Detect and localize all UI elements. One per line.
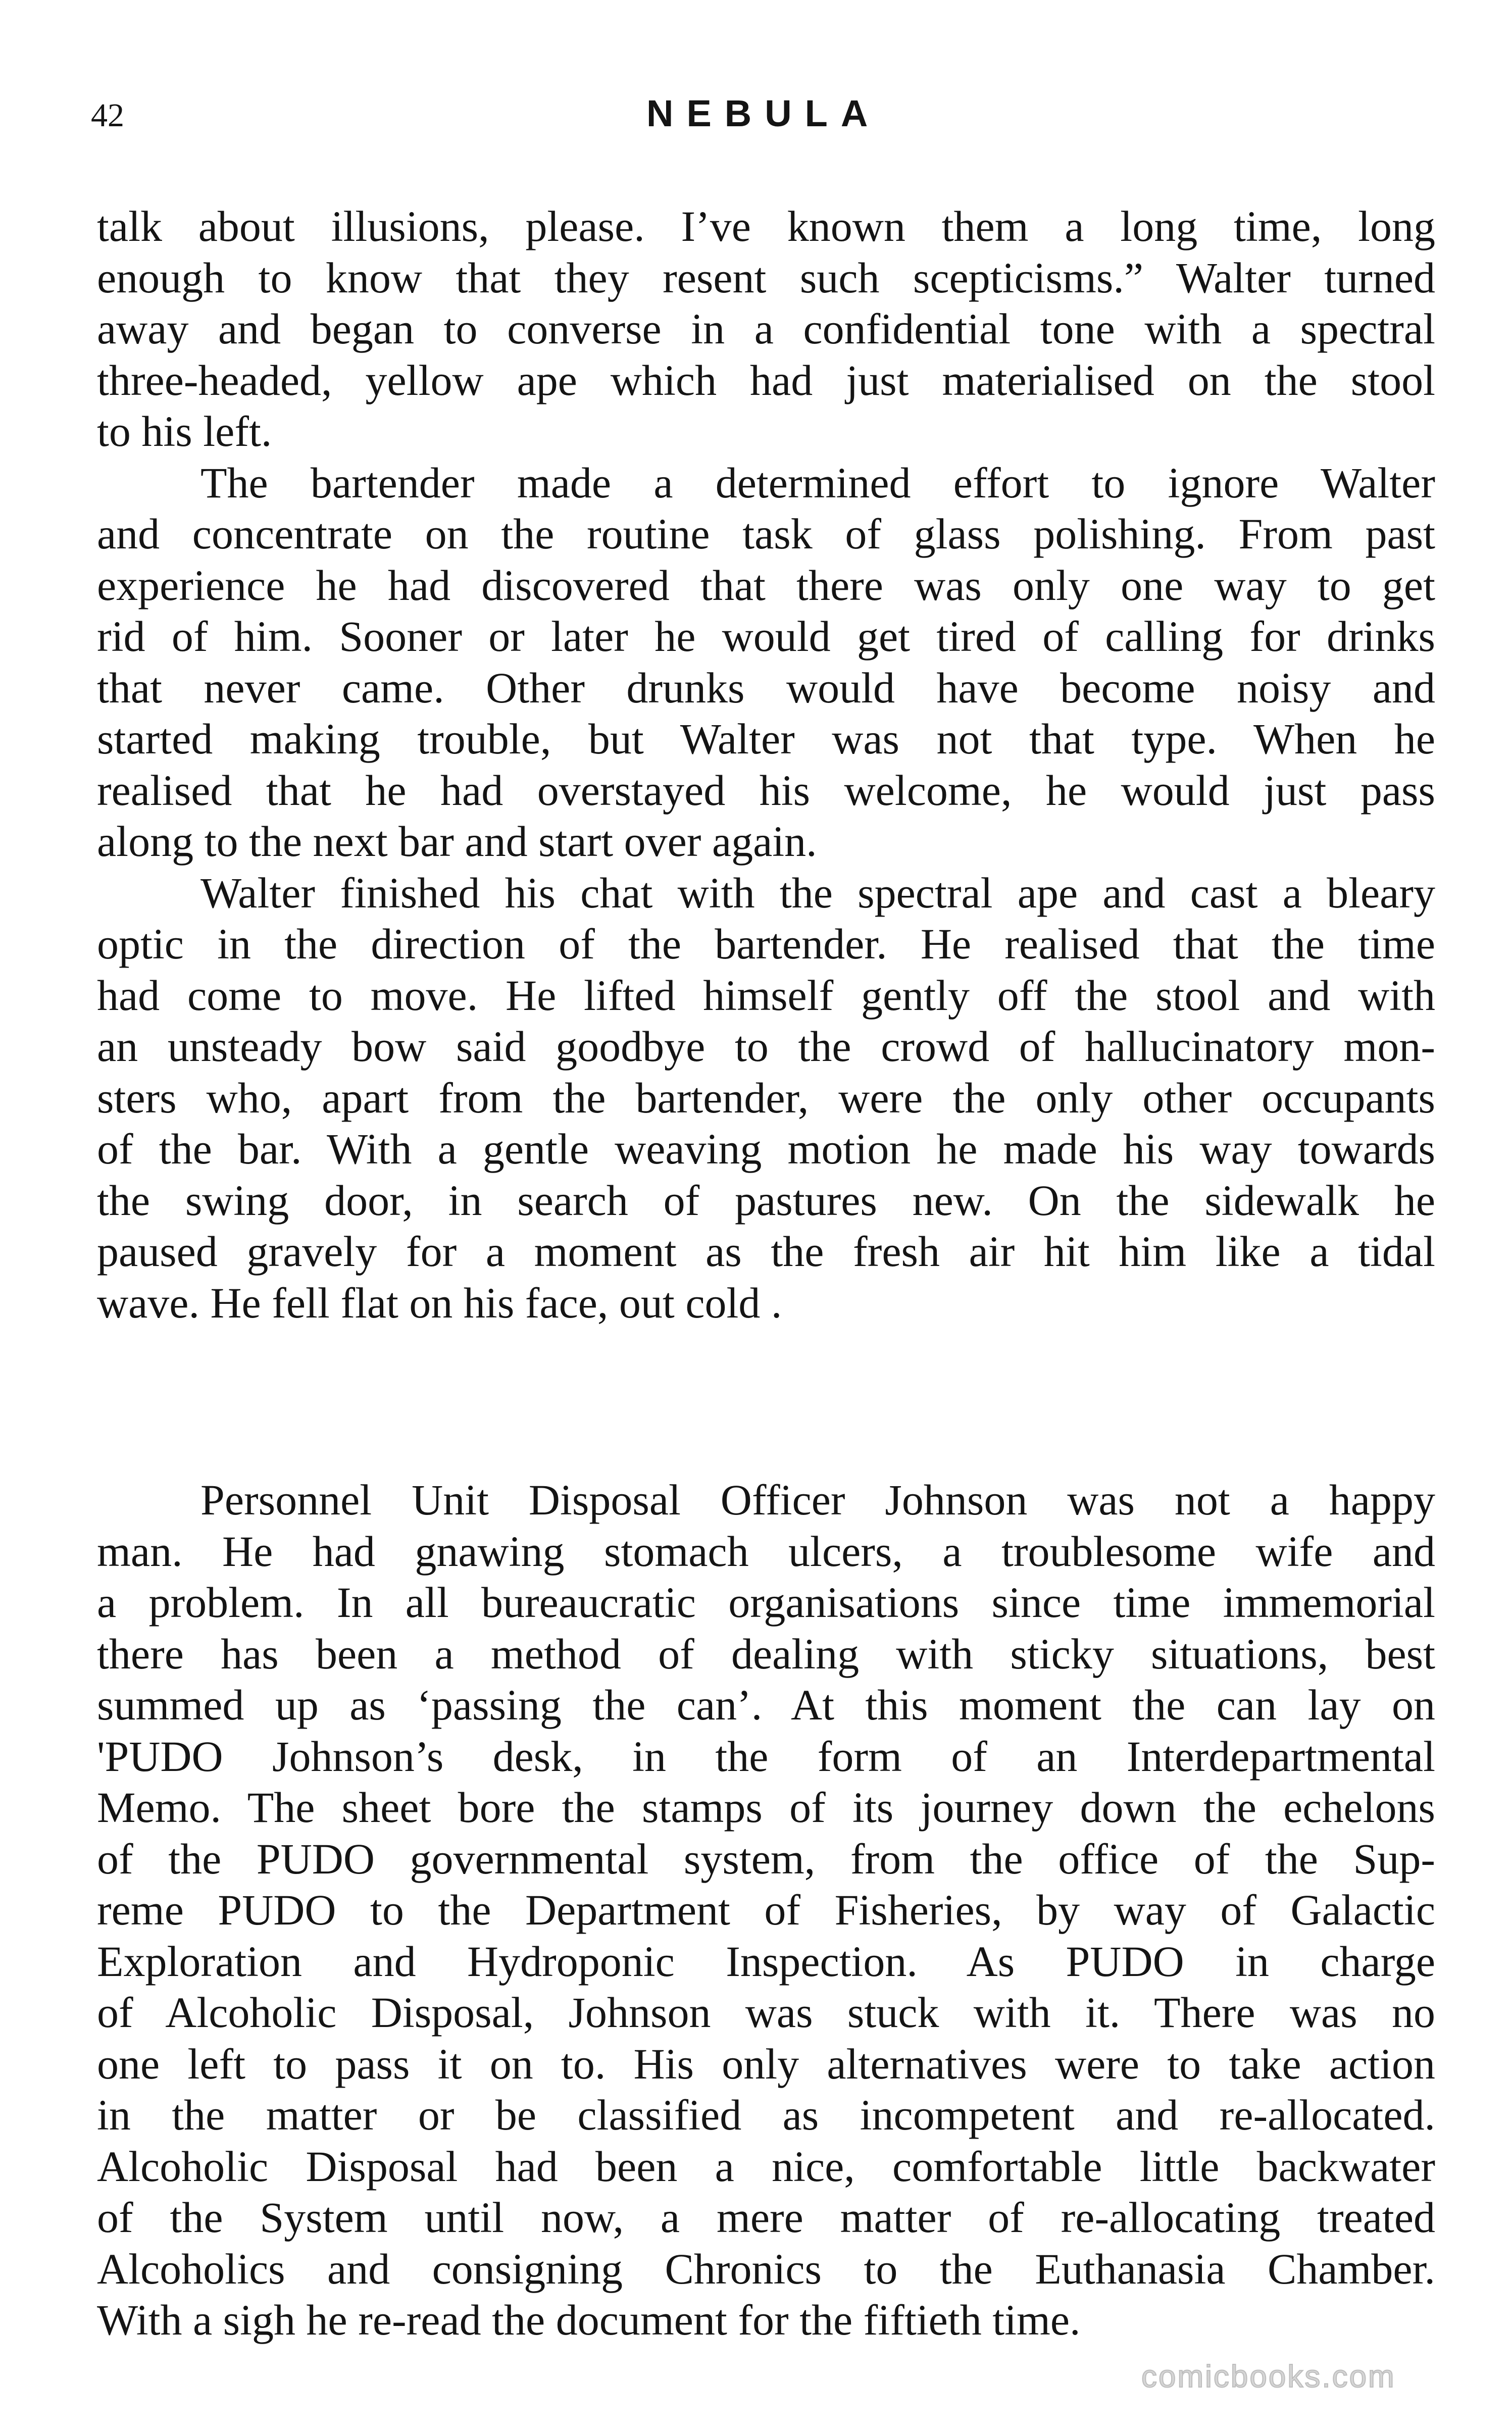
- paragraph-start-line: Walter finished his chat with the spectral ape and cast a bleary: [200, 868, 1435, 917]
- text-line: an unsteady bow said goodbye to the crowd of hallucinatory mon-: [97, 1022, 1435, 1071]
- text-line: and concentrate on the routine task of glass polishing. From past: [97, 510, 1435, 558]
- text-line: sters who, apart from the bartender, were the only other occupants: [97, 1073, 1435, 1122]
- text-line: rid of him. Sooner or later he would get tired of calling for drinks: [97, 612, 1435, 661]
- page-number: 42: [91, 97, 124, 134]
- text-line: three-headed, yellow ape which had just materialised on the stool: [97, 356, 1435, 404]
- text-line: optic in the direction of the bartender. He realised that the time: [97, 920, 1435, 968]
- text-line: experience he had discovered that there was only one way to get: [97, 561, 1435, 610]
- text-line: the swing door, in search of pastures new. On the sidewalk he: [97, 1176, 1435, 1225]
- text-line: had come to move. He lifted himself gently off the stool and with: [97, 971, 1435, 1020]
- text-line: along to the next bar and start over again.: [97, 817, 817, 866]
- text-line: that never came. Other drunks would have become noisy and: [97, 663, 1435, 712]
- text-line: of Alcoholic Disposal, Johnson was stuck with it. There was no: [97, 1988, 1435, 2037]
- text-line: Memo. The sheet bore the stamps of its journey down the echelons: [97, 1783, 1435, 1832]
- text-line: Exploration and Hydroponic Inspection. As PUDO in charge: [97, 1937, 1435, 1986]
- paragraph-start-line: Personnel Unit Disposal Officer Johnson was not a happy: [200, 1476, 1435, 1524]
- text-line: one left to pass it on to. His only alternatives were to take action: [97, 2039, 1435, 2088]
- text-line: of the PUDO governmental system, from the office of the Sup-: [97, 1834, 1435, 1883]
- paragraph-start-line: The bartender made a determined effort to ignore Walter: [200, 458, 1435, 507]
- text-line: of the bar. With a gentle weaving motion he made his way towards: [97, 1125, 1435, 1173]
- text-line: talk about illusions, please. I’ve known them a long time, long: [97, 202, 1435, 250]
- text-line: of the System until now, a mere matter of re-allocating treated: [97, 2193, 1435, 2242]
- text-line: realised that he had overstayed his welcome, he would just pass: [97, 766, 1435, 815]
- site-watermark: comicbooks.com: [1141, 2359, 1396, 2394]
- text-line: enough to know that they resent such scepticisms.” Walter turned: [97, 253, 1435, 302]
- text-line: started making trouble, but Walter was not that type. When he: [97, 715, 1435, 763]
- text-section-1: [97, 201, 1435, 1329]
- text-section-2: [97, 1475, 1435, 2346]
- running-title: NEBULA: [646, 92, 881, 134]
- text-line: paused gravely for a moment as the fresh air hit him like a tidal: [97, 1227, 1435, 1276]
- text-line: With a sigh he re-read the document for the fiftieth time.: [97, 2296, 1081, 2344]
- text-line: in the matter or be classified as incompetent and re-allocated.: [97, 2091, 1435, 2139]
- text-line: 'PUDO Johnson’s desk, in the form of an Interdepartmental: [97, 1732, 1435, 1781]
- text-line: there has been a method of dealing with sticky situations, best: [97, 1629, 1435, 1678]
- text-line: a problem. In all bureaucratic organisations since time immemorial: [97, 1578, 1435, 1627]
- text-line: summed up as ‘passing the can’. At this moment the can lay on: [97, 1681, 1435, 1729]
- text-line: Alcoholic Disposal had been a nice, comfortable little backwater: [97, 2142, 1435, 2191]
- text-line: Alcoholics and consigning Chronics to the Euthanasia Chamber.: [97, 2244, 1435, 2293]
- text-line: away and began to converse in a confidential tone with a spectral: [97, 305, 1435, 353]
- text-line: wave. He fell flat on his face, out cold .: [97, 1278, 782, 1327]
- text-line: reme PUDO to the Department of Fisheries, by way of Galactic: [97, 1886, 1435, 1934]
- text-line: man. He had gnawing stomach ulcers, a troublesome wife and: [97, 1527, 1435, 1576]
- text-line: to his left.: [97, 407, 272, 455]
